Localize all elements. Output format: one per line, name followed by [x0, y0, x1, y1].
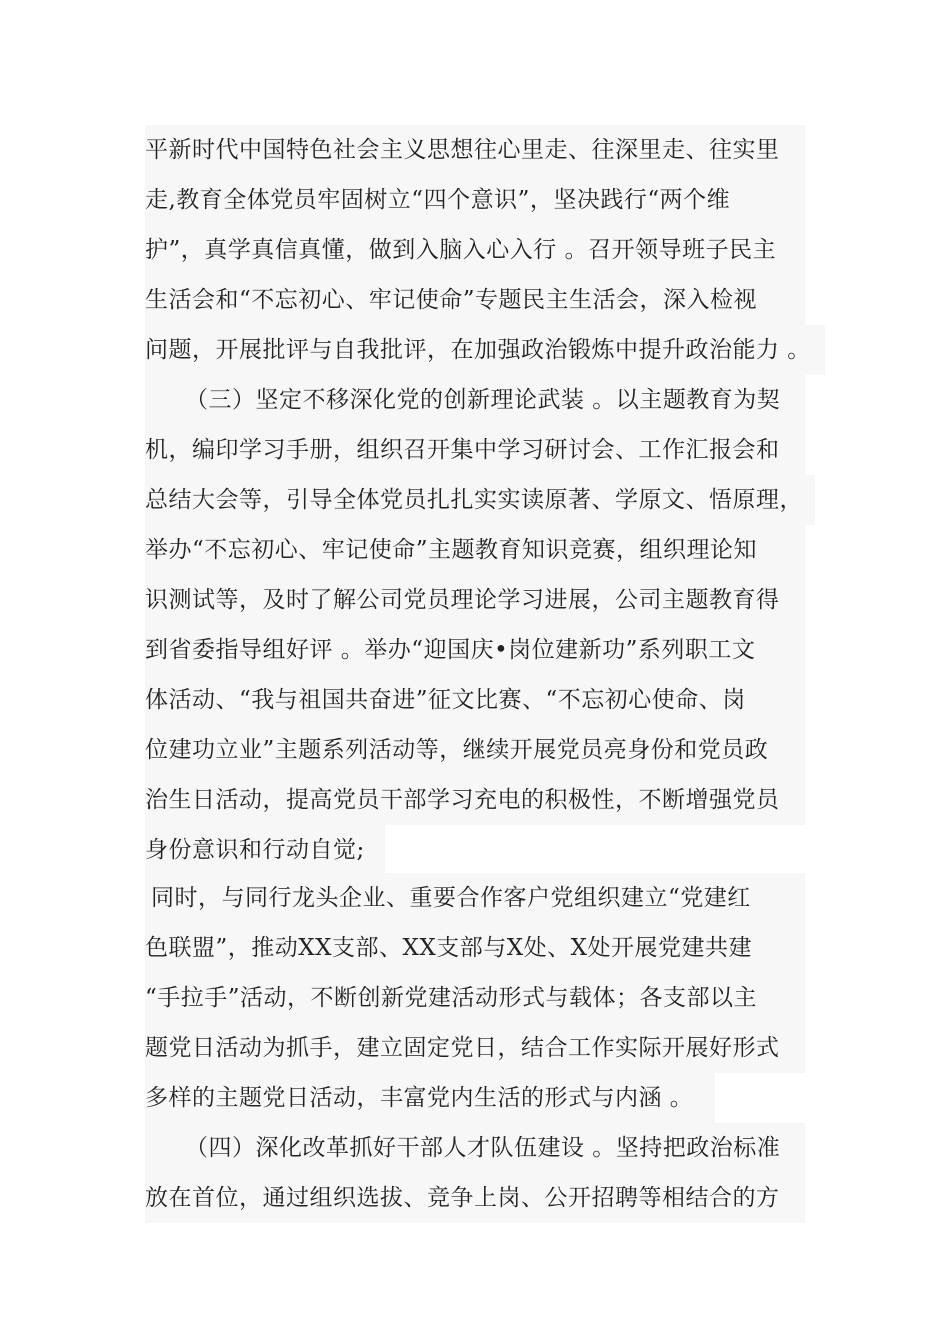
text-line: 位建功立业”主题系列活动等，继续开展党员亮身份和党员政 — [145, 725, 805, 775]
text-line: 到省委指导组好评 。举办“迎国庆•岗位建新功”系列职工文 — [145, 625, 805, 675]
text-line: 平新时代中国特色社会主义思想往心里走、往深里走、往实里 — [145, 125, 805, 175]
text-line: 机，编印学习手册，组织召开集中学习研讨会、工作汇报会和 — [145, 425, 805, 475]
text-line: （四）深化改革抓好干部人才队伍建设 。坚持把政治标准 — [145, 1123, 805, 1173]
text-line: 护”，真学真信真懂，做到入脑入心入行 。召开领导班子民主 — [145, 225, 805, 275]
text-line: 体活动、“我与祖国共奋进”征文比赛、“不忘初心使命、岗 — [145, 675, 805, 725]
text-line: 识测试等，及时了解公司党员理论学习进展，公司主题教育得 — [145, 575, 805, 625]
text-line: 身份意识和行动自觉; — [145, 825, 385, 875]
text-line: 举办“不忘初心、牢记使命”主题教育知识竞赛，组织理论知 — [145, 525, 805, 575]
text-line: 同时，与同行龙头企业、重要合作客户党组织建立“党建红 — [145, 873, 805, 923]
text-line: （三）坚定不移深化党的创新理论武装 。以主题教育为契 — [145, 375, 805, 425]
text-line: 走,教育全体党员牢固树立“四个意识”，坚决践行“两个维 — [145, 175, 805, 225]
text-line: 问题，开展批评与自我批评，在加强政治锻炼中提升政治能力 。 — [145, 325, 825, 375]
text-line: “手拉手”活动，不断创新党建活动形式与载体；各支部以主 — [145, 973, 805, 1023]
text-line: 治生日活动，提高党员干部学习充电的积极性，不断增强党员 — [145, 775, 805, 825]
text-line: 放在首位，通过组织选拔、竞争上岗、公开招聘等相结合的方 — [145, 1173, 805, 1223]
text-line: 色联盟”，推动XX支部、XX支部与X处、X处开展党建共建 — [145, 923, 805, 973]
text-line: 总结大会等，引导全体党员扎扎实实读原著、学原文、悟原理， — [145, 475, 815, 525]
text-line: 多样的主题党日活动，丰富党内生活的形式与内涵 。 — [145, 1073, 715, 1123]
text-line: 生活会和“不忘初心、牢记使命”专题民主生活会，深入检视 — [145, 275, 805, 325]
text-line: 题党日活动为抓手，建立固定党日，结合工作实际开展好形式 — [145, 1023, 805, 1073]
